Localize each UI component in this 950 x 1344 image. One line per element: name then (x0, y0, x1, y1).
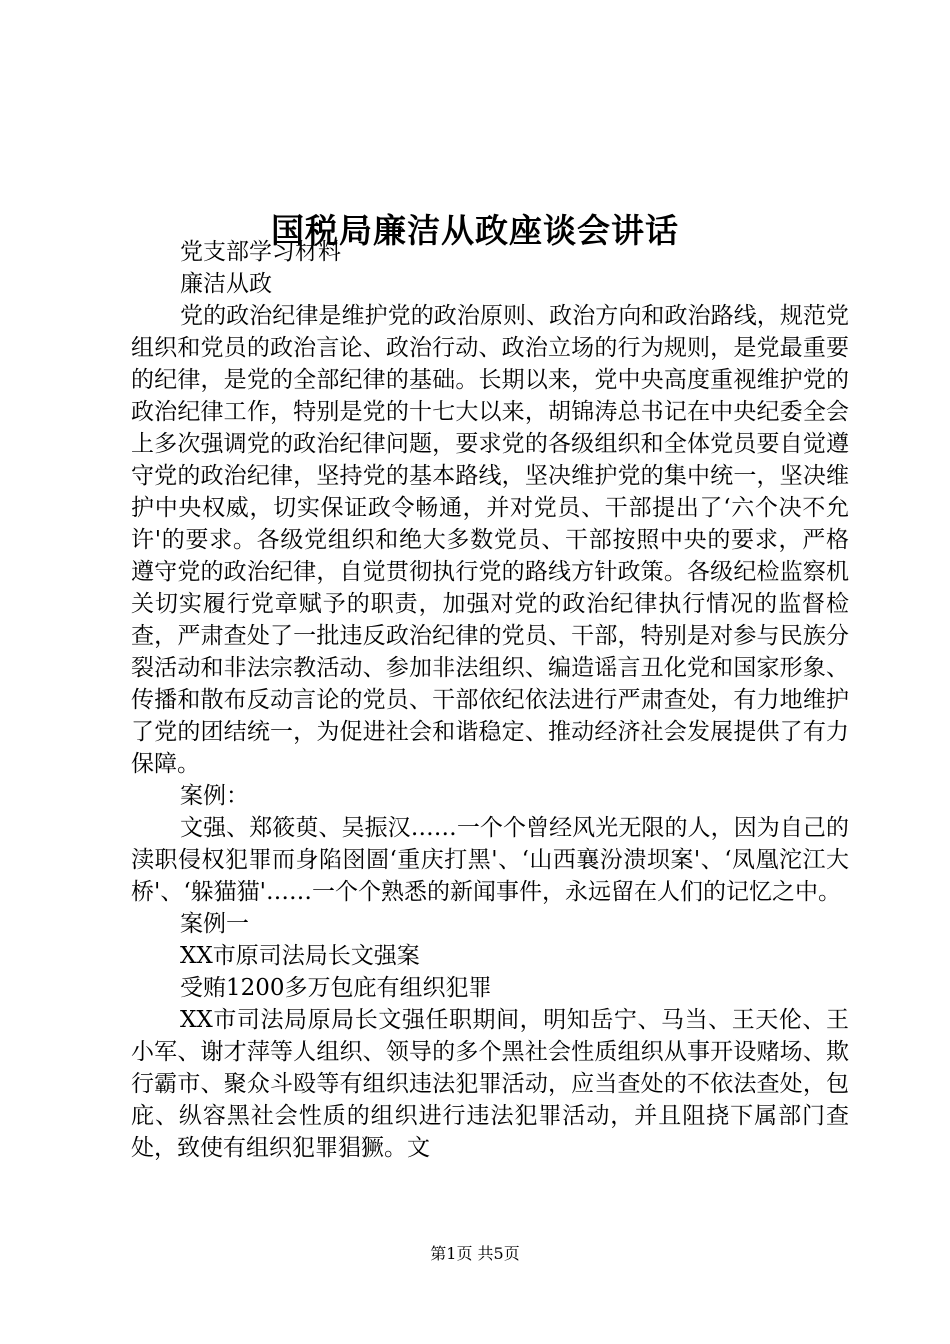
document-title: 国税局廉洁从政座谈会讲话 (271, 211, 679, 251)
page-footer: 第1页 共5页 (430, 1244, 520, 1263)
document-body (131, 236, 849, 1164)
paragraph-case-one-title: XX市原司法局长文强案 (180, 943, 420, 969)
paragraph-case-one-subtitle: 受贿1200多万包庇有组织犯罪 (180, 975, 492, 1001)
paragraph-integrity-heading: 廉洁从政 (180, 271, 272, 297)
paragraph-political-discipline: 党的政治纪律是维护党的政治原则、政治方向和政治路线，规范党组织和党员的政治言论、政治行动、政治立场的行为规则，是党最重要的纪律，是党的全部纪律的基础。长期以来，党中央高度重视维护党的政治纪律工作，特别是党的十七大以来，胡锦涛总书记在中央纪委全会上多次强调党的政治纪律问题，要求党的各级组织和全体党员要自觉遵守党的政治纪律，坚持党的基本路线，坚决维护党的集中统一，坚决维护中央权威，切实保证政令畅通，并对党员、干部提出了‘六个决不允许'的要求。各级党组织和绝大多数党员、干部按照中央的要求，严格遵守党的政治纪律，自觉贯彻执行党的路线方针政策。各级纪检监察机关切实履行党章赋予的职责，加强对党的政治纪律执行情况的监督检查，严肃查处了一批违反政治纪律的党员、干部，特别是对参与民族分裂活动和非法宗教活动、参加非法组织、编造谣言丑化党和国家形象、传播和散布反动言论的党员、干部依纪依法进行严肃查处，有力地维护了党的团结统一，为促进社会和谐稳定、推动经济社会发展提供了有力保障。 (131, 303, 849, 777)
paragraph-case-one-heading: 案例一 (180, 911, 249, 937)
paragraph-case-one-body: XX市司法局原局长文强任职期间，明知岳宁、马当、王天伦、王小军、谢才萍等人组织、领导的多个黑社会性质组织从事开设赌场、欺行霸市、聚众斗殴等有组织违法犯罪活动，应当查处的不依法查处，包庇、纵容黑社会性质的组织进行违法犯罪活动，并且阻挠下属部门查处，致使有组织犯罪猖獗。文 (131, 1007, 849, 1161)
paragraph-cases-heading: 案例： (180, 783, 249, 809)
paragraph-cases-intro: 文强、郑筱萸、吴振汉……一个个曾经风光无限的人，因为自己的渎职侵权犯罪而身陷囹圄‘重庆打黑'、‘山西襄汾溃坝案'、‘凤凰沱江大桥'、‘躲猫猫'……一个个熟悉的新闻事件，永远留在人们的记忆之中。 (131, 815, 849, 905)
paragraph-study-material: 党支部学习材料 (180, 239, 341, 265)
